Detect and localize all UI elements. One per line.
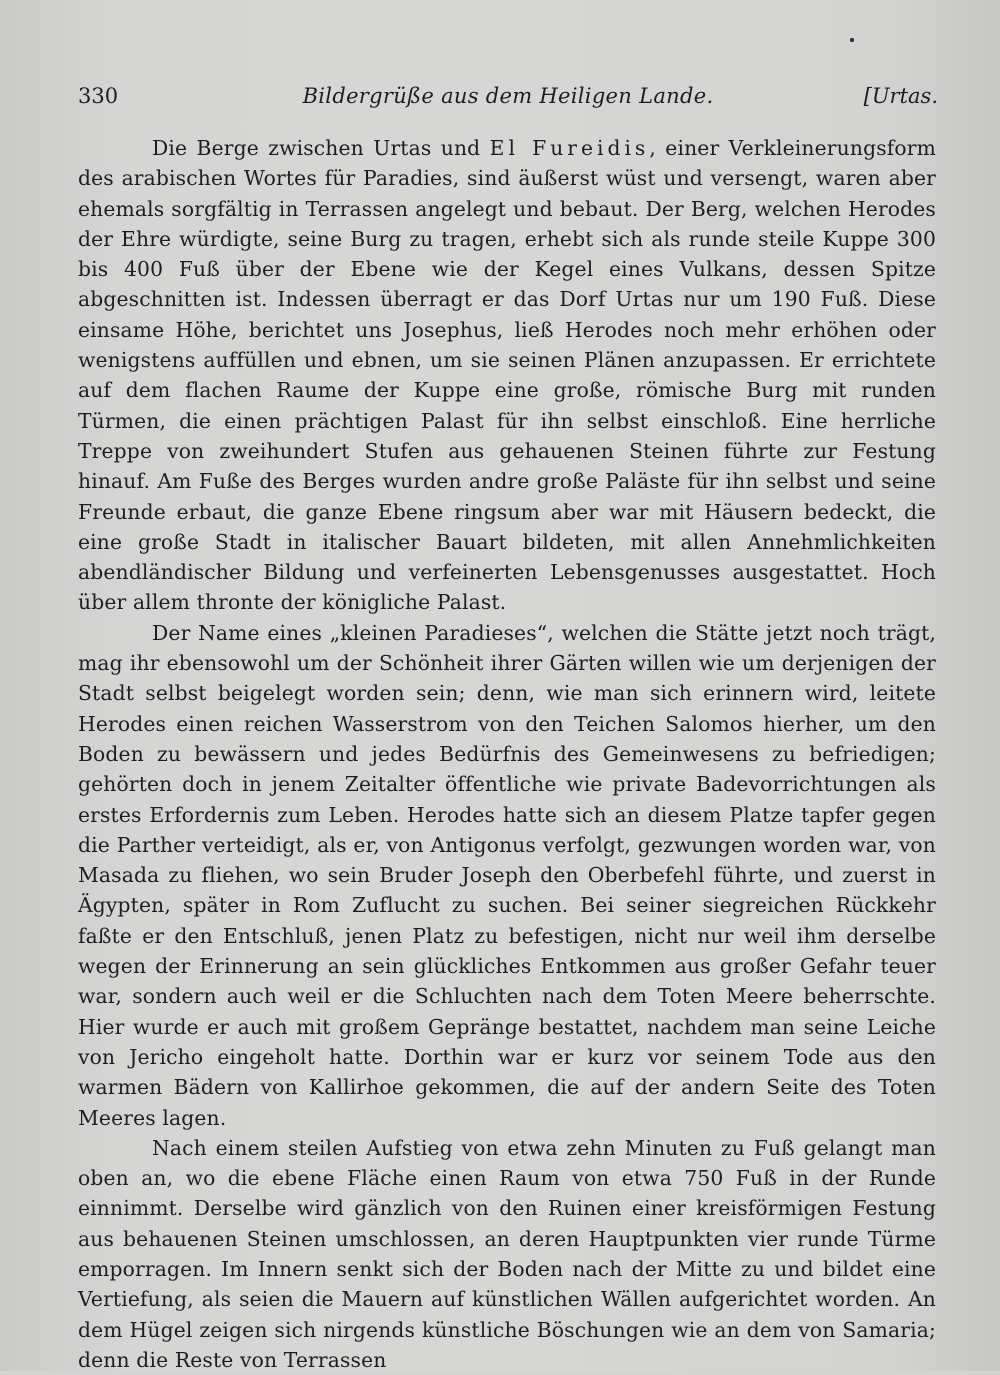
running-title: Bildergrüße aus dem Heiligen Lande. <box>302 84 714 108</box>
place-name-el-fureidis: El Fureidis <box>489 136 650 160</box>
paragraph-3: Nach einem steilen Aufstieg von etwa zehn Minuten zu Fuß gelangt man oben an, wo die ebene Fläche einen Raum von etwa 750 Fuß in der Runde einnimmt. Derselbe wird gänzlich von den Ruinen einer kreisförmigen Festung aus behauenen Steinen umschlossen, an deren Hauptpunkten vier runde Türme emporragen. Im Innern senkt sich der Boden nach der Mitte zu und bildet eine Vertiefung, als seien die Mauern auf künstlichen Wällen aufgerichtet worden. An dem Hügel zeigen sich nirgends künstliche Böschungen wie an dem von Samaria; denn die Reste von Terrassen <box>78 1135 936 1372</box>
ink-speck <box>850 38 854 42</box>
page-number: 330 <box>78 84 119 108</box>
paragraph-1 <box>78 133 936 618</box>
body-text <box>78 133 936 1375</box>
paragraph-1-lead: Die Berge zwischen Urtas und <box>152 136 490 160</box>
paragraph-2: Der Name eines „kleinen Paradieses“, welchen die Stätte jetzt noch trägt, mag ihr ebensowohl um der Schönheit ihrer Gärten willen wie um derjenigen der Stadt selbst beigelegt worden sein; denn, wie man sich erinnern wird, leitete Herodes einen reichen Wasserstrom von den Teichen Salomos hierher, um den Boden zu bewässern und jedes Bedürfnis des Gemeinwesens zu befriedigen; gehörten doch in jenem Zeitalter öffentliche wie private Badevorrichtungen als erstes Erfordernis zum Leben. Herodes hatte sich an diesem Platze tapfer gegen die Parther verteidigt, als er, von Antigonus verfolgt, gezwungen worden war, von Masada zu fliehen, wo sein Bruder Joseph den Oberbefehl führte, und zuerst in Ägypten, später in Rom Zuflucht zu suchen. Bei seiner siegreichen Rückkehr faßte er den Entschluß, jenen Platz zu befestigen, nicht nur weil ihm derselbe wegen der Erinnerung an sein glückliches Entkommen aus großer Gefahr teuer war, sondern auch weil er die Schluchten nach dem Toten Meere beherrschte. Hier wurde er auch mit großem Gepränge bestattet, nachdem man seine Leiche von Jericho eingeholt hatte. Dorthin war er kurz vor seinem Tode aus den warmen Bädern von Kallirhoe gekommen, die auf der andern Seite des Toten Meeres lagen. <box>78 620 936 1130</box>
paragraph-1-rest: , einer Verkleinerungsform des arabischen Wortes für Paradies, sind äußerst wüst und versengt, waren aber ehemals sorgfältig in Terrassen angelegt und bebaut. Der Berg, welchen Herodes der Ehre würdigte, seine Burg zu tragen, erhebt sich als runde steile Kuppe 300 bis 400 Fuß über der Ebene wie der Kegel eines Vulkans, dessen Spitze abgeschnitten ist. Indessen überragt er das Dorf Urtas nur um 190 Fuß. Diese einsame Höhe, berichtet uns Josephus, ließ Herodes noch mehr erhöhen oder wenigstens auffüllen und ebnen, um sie seinen Plänen anzupassen. Er errichtete auf dem flachen Raume der Kuppe eine große, römische Burg mit runden Türmen, die einen prächtigen Palast für ihn selbst einschloß. Eine herrliche Treppe von zweihundert Stufen aus gehauenen Steinen führte zur Festung hinauf. Am Fuße des Berges wurden andre große Paläste für ihn selbst und seine Freunde erbaut, die ganze Ebene ringsum aber war mit Häusern bedeckt, die eine große Stadt in italischer Bauart bildeten, mit allen Annehmlichkeiten abendländischer Bildung und verfeinerten Lebensgenusses ausgestattet. Hoch über allem thronte der königliche Palast. <box>78 136 936 615</box>
section-marker: [Urtas. <box>863 84 938 108</box>
page-header <box>78 82 938 110</box>
